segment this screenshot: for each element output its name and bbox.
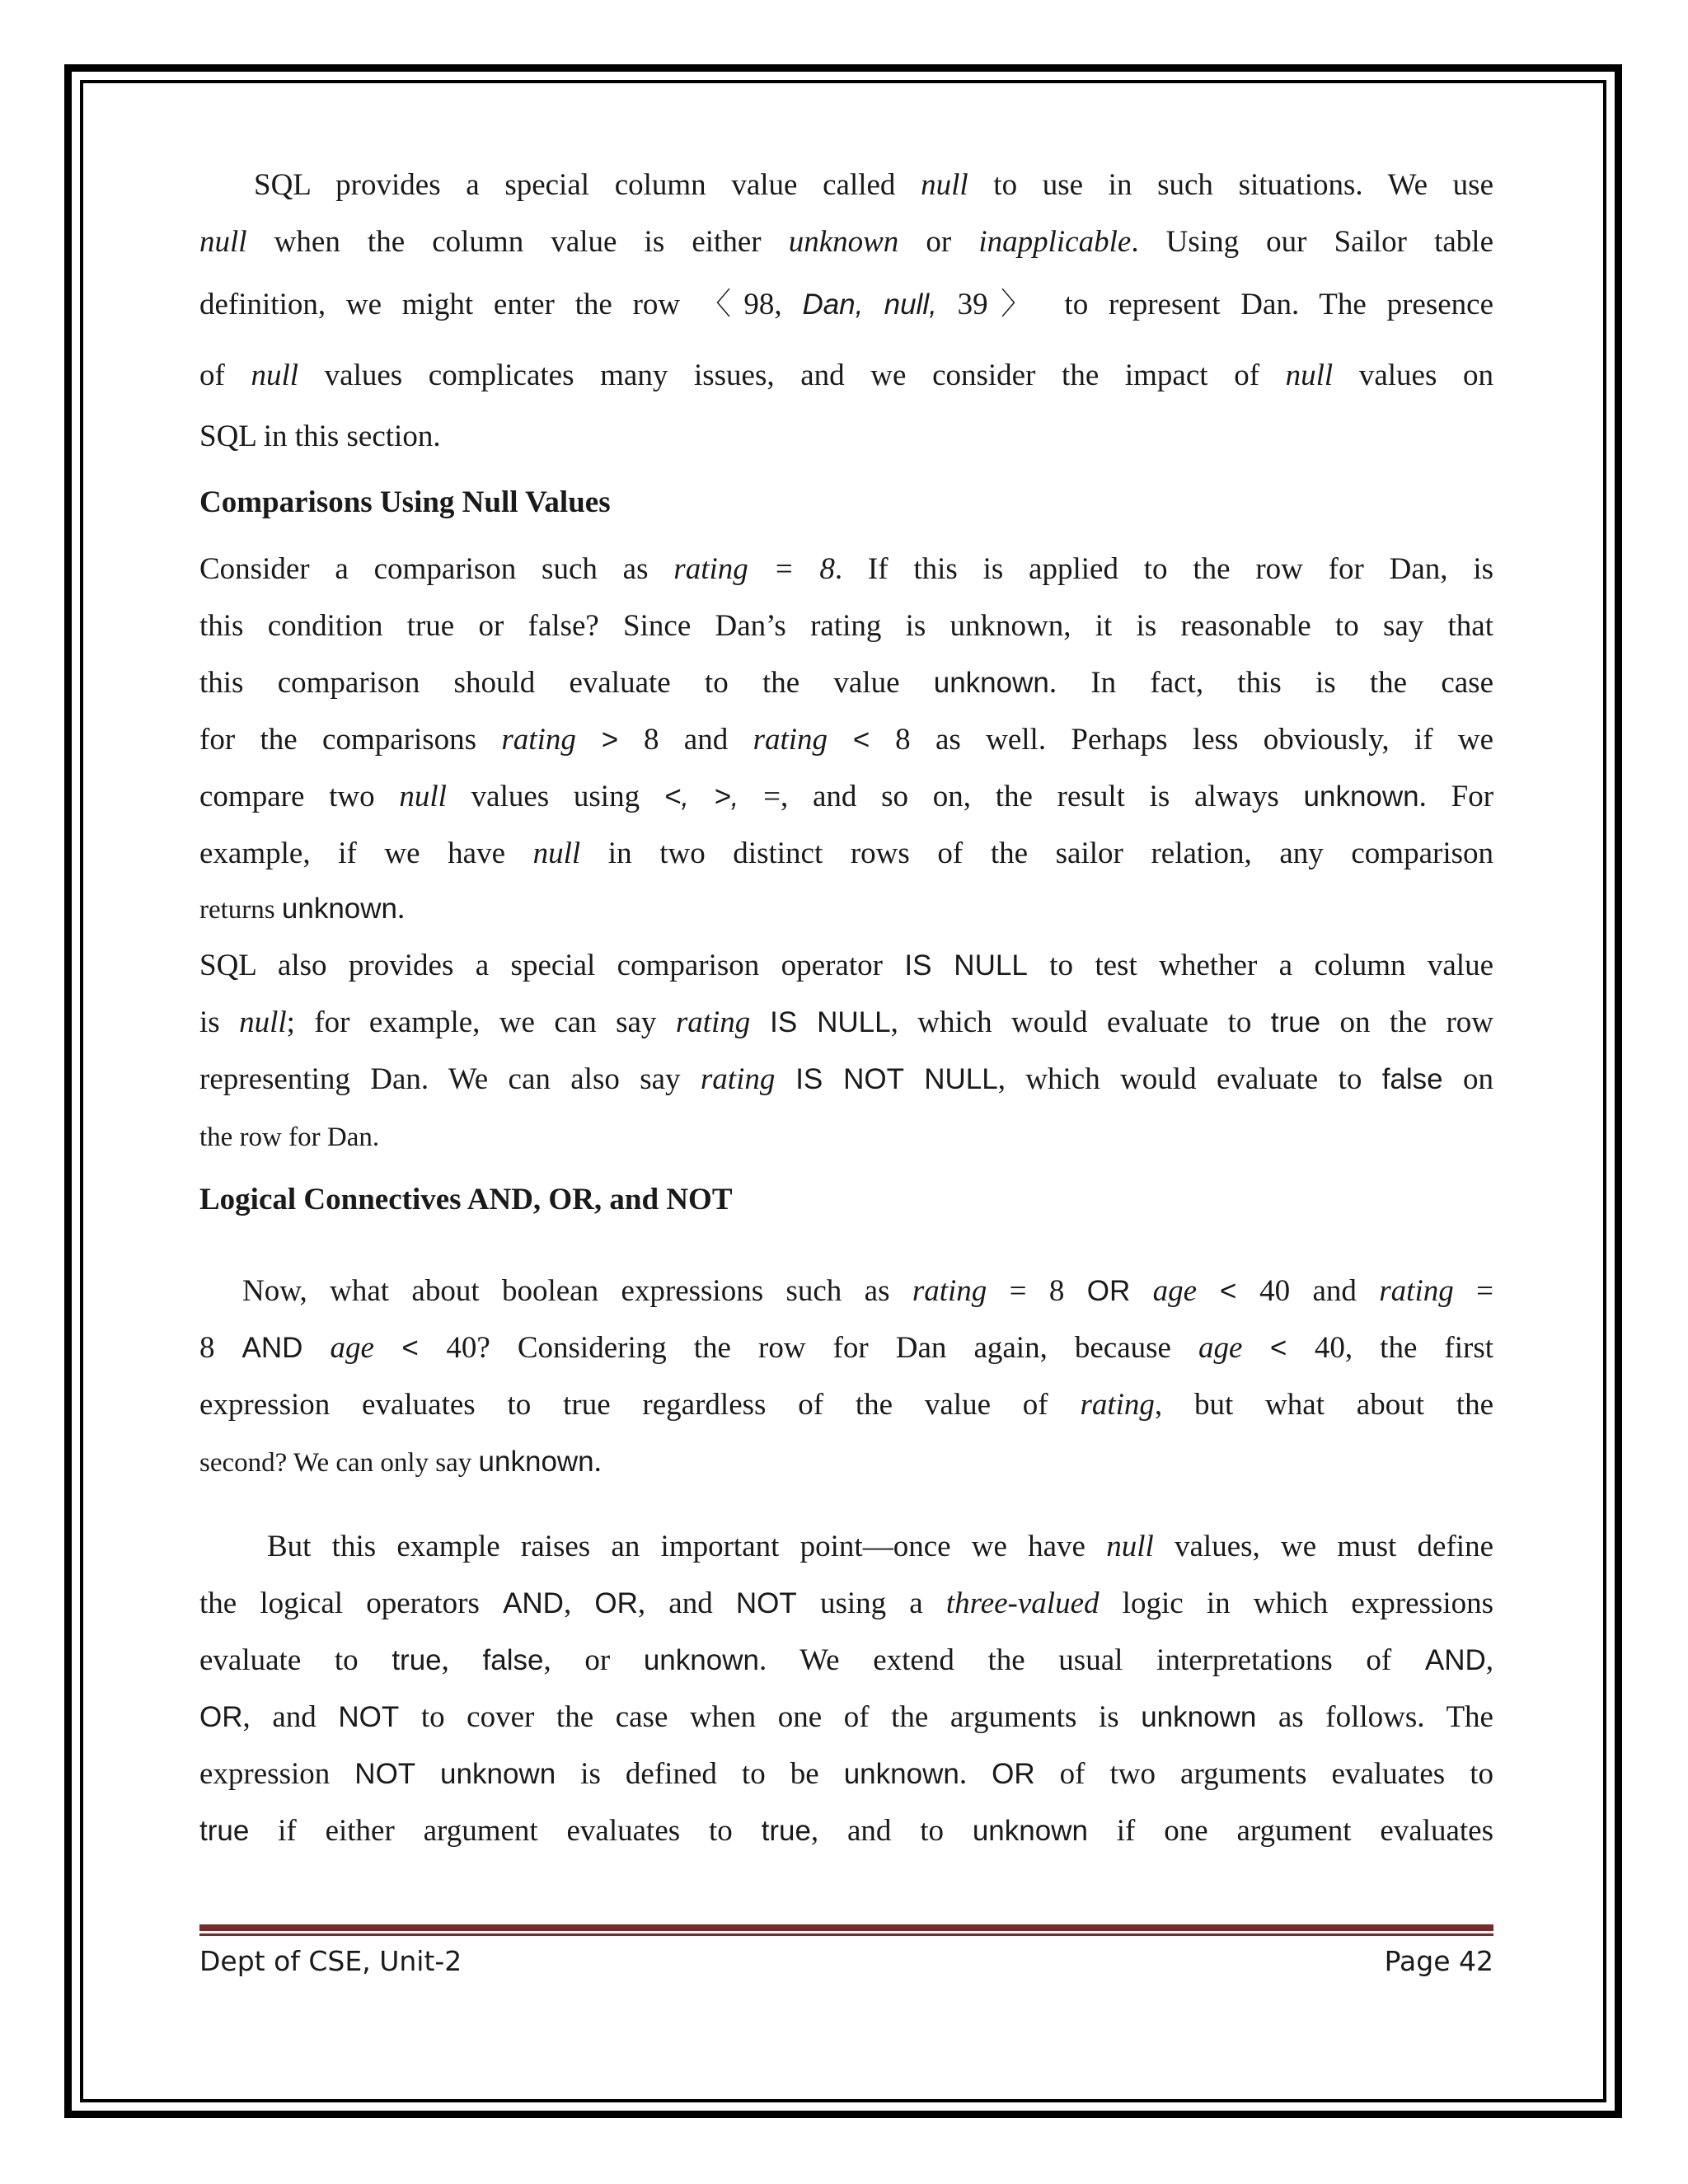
text-line: But this example raises an important point—once we have null values, we must define [267, 1530, 1493, 1563]
text-line: returns unknown. [199, 892, 406, 926]
text-line: the logical operators AND, OR, and NOT using a three-valued logic in which expressions [199, 1586, 1494, 1620]
text-line: SQL provides a special column value called null to use in such situations. We use [254, 168, 1494, 202]
footer-rule-thin [199, 1933, 1493, 1936]
text-line: for the comparisons rating > 8 and rating < 8 as well. Perhaps less obviously, if we [199, 723, 1493, 757]
text-line: this condition true or false? Since Dan’s rating is unknown, it is reasonable to say that [199, 609, 1493, 643]
paragraph-is-null [199, 937, 1493, 1166]
page-footer [199, 1945, 1493, 1977]
text-line: second? We can only say unknown. [199, 1445, 602, 1479]
text-line: is null; for example, we can say rating IS NULL, which would evaluate to true on the row [199, 1005, 1494, 1039]
page-content [199, 157, 1493, 1859]
text-line: definition, we might enter the row 〈98, Dan, null, 39〉 to represent Dan. The presence [199, 288, 1494, 321]
text-line: evaluate to true, false, or unknown. We extend the usual interpretations of AND, [199, 1643, 1494, 1677]
text-line: 8 AND age < 40? Considering the row for Dan again, because age < 40, the first [199, 1331, 1494, 1365]
text-line: expression NOT unknown is defined to be unknown. OR of two arguments evaluates to [199, 1757, 1494, 1791]
section-heading-logical-connectives: Logical Connectives AND, OR, and NOT [199, 1183, 733, 1216]
footer-rule-thick [199, 1924, 1493, 1931]
footer-department: Dept of CSE, Unit-2 [199, 1945, 462, 1977]
text-line: null when the column value is either unknown or inapplicable. Using our Sailor table [199, 225, 1494, 259]
text-line: example, if we have null in two distinct rows of the sailor relation, any comparison [199, 837, 1493, 870]
text-line: of null values complicates many issues, and we consider the impact of null values on [199, 359, 1493, 392]
text-line: SQL in this section. [199, 419, 441, 453]
text-line: OR, and NOT to cover the case when one of the arguments is unknown as follows. The [199, 1700, 1493, 1734]
paragraph-three-valued-logic [199, 1518, 1493, 1859]
text-line: SQL also provides a special comparison operator IS NULL to test whether a column value [199, 949, 1494, 982]
paragraph-comparisons [199, 541, 1493, 937]
text-line: true if either argument evaluates to true, and to unknown if one argument evaluates [199, 1814, 1493, 1848]
text-line: the row for Dan. [199, 1122, 380, 1152]
footer-page-number: Page 42 [1384, 1945, 1493, 1977]
section-heading-comparisons: Comparisons Using Null Values [199, 485, 611, 519]
text-line: expression evaluates to true regardless of the value of rating, but what about the [199, 1388, 1493, 1422]
paragraph-null-intro [199, 157, 1493, 462]
text-line: representing Dan. We can also say rating IS NOT NULL, which would evaluate to false on [199, 1062, 1494, 1096]
text-line: Now, what about boolean expressions such as rating = 8 OR age < 40 and rating = [242, 1274, 1493, 1308]
text-line: this comparison should evaluate to the value unknown. In fact, this is the case [199, 666, 1493, 700]
text-line: compare two null values using <, >, =, and so on, the result is always unknown. For [199, 780, 1494, 813]
paragraph-boolean-expressions [199, 1263, 1493, 1492]
text-line: Consider a comparison such as rating = 8. If this is applied to the row for Dan, is [199, 552, 1493, 586]
